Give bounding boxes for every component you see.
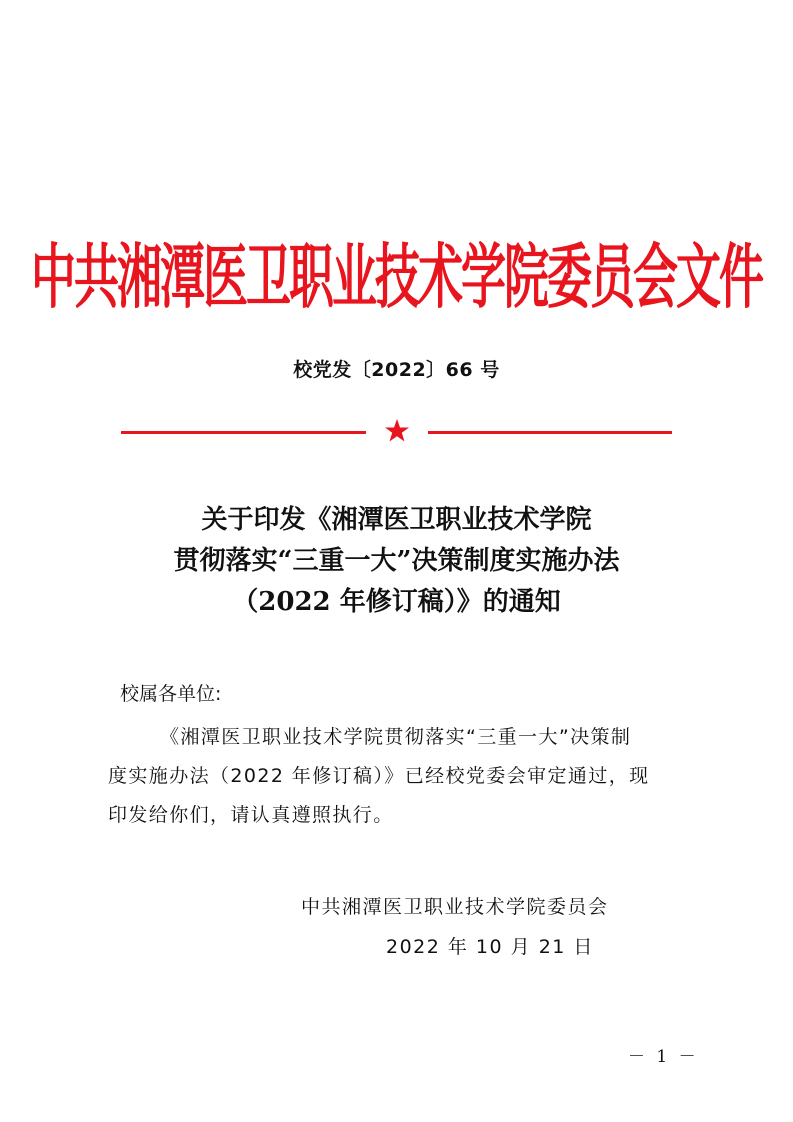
body-line: 度实施办法（2022 年修订稿）》已经校党委会审定通过，现 bbox=[108, 765, 650, 787]
red-header-title: 中共湘潭医卫职业技术学院委员会文件 bbox=[30, 235, 762, 318]
red-star-icon bbox=[384, 417, 410, 443]
red-rule-left bbox=[121, 431, 366, 434]
red-rule-right bbox=[428, 431, 672, 434]
document-number: 校党发〔2022〕66 号 bbox=[293, 359, 500, 381]
body-line: 印发给你们，请认真遵照执行。 bbox=[108, 804, 394, 826]
notice-title-line: 贯彻落实“三重一大”决策制度实施办法 bbox=[173, 546, 620, 576]
star-shape bbox=[385, 419, 409, 442]
notice-title bbox=[0, 500, 793, 623]
notice-title-line: 关于印发《湘潭医卫职业技术学院 bbox=[201, 505, 592, 535]
issue-date: 2022 年 10 月 21 日 bbox=[386, 936, 594, 958]
salutation: 校属各单位: bbox=[120, 683, 222, 705]
notice-body bbox=[108, 718, 683, 835]
body-line: 《湘潭医卫职业技术学院贯彻落实“三重一大”决策制 bbox=[160, 726, 632, 748]
notice-title-line: （2022 年修订稿）》的通知 bbox=[232, 587, 561, 617]
page-number: － 1 － bbox=[628, 1047, 699, 1067]
issuer-signature: 中共湘潭医卫职业技术学院委员会 bbox=[301, 896, 609, 918]
